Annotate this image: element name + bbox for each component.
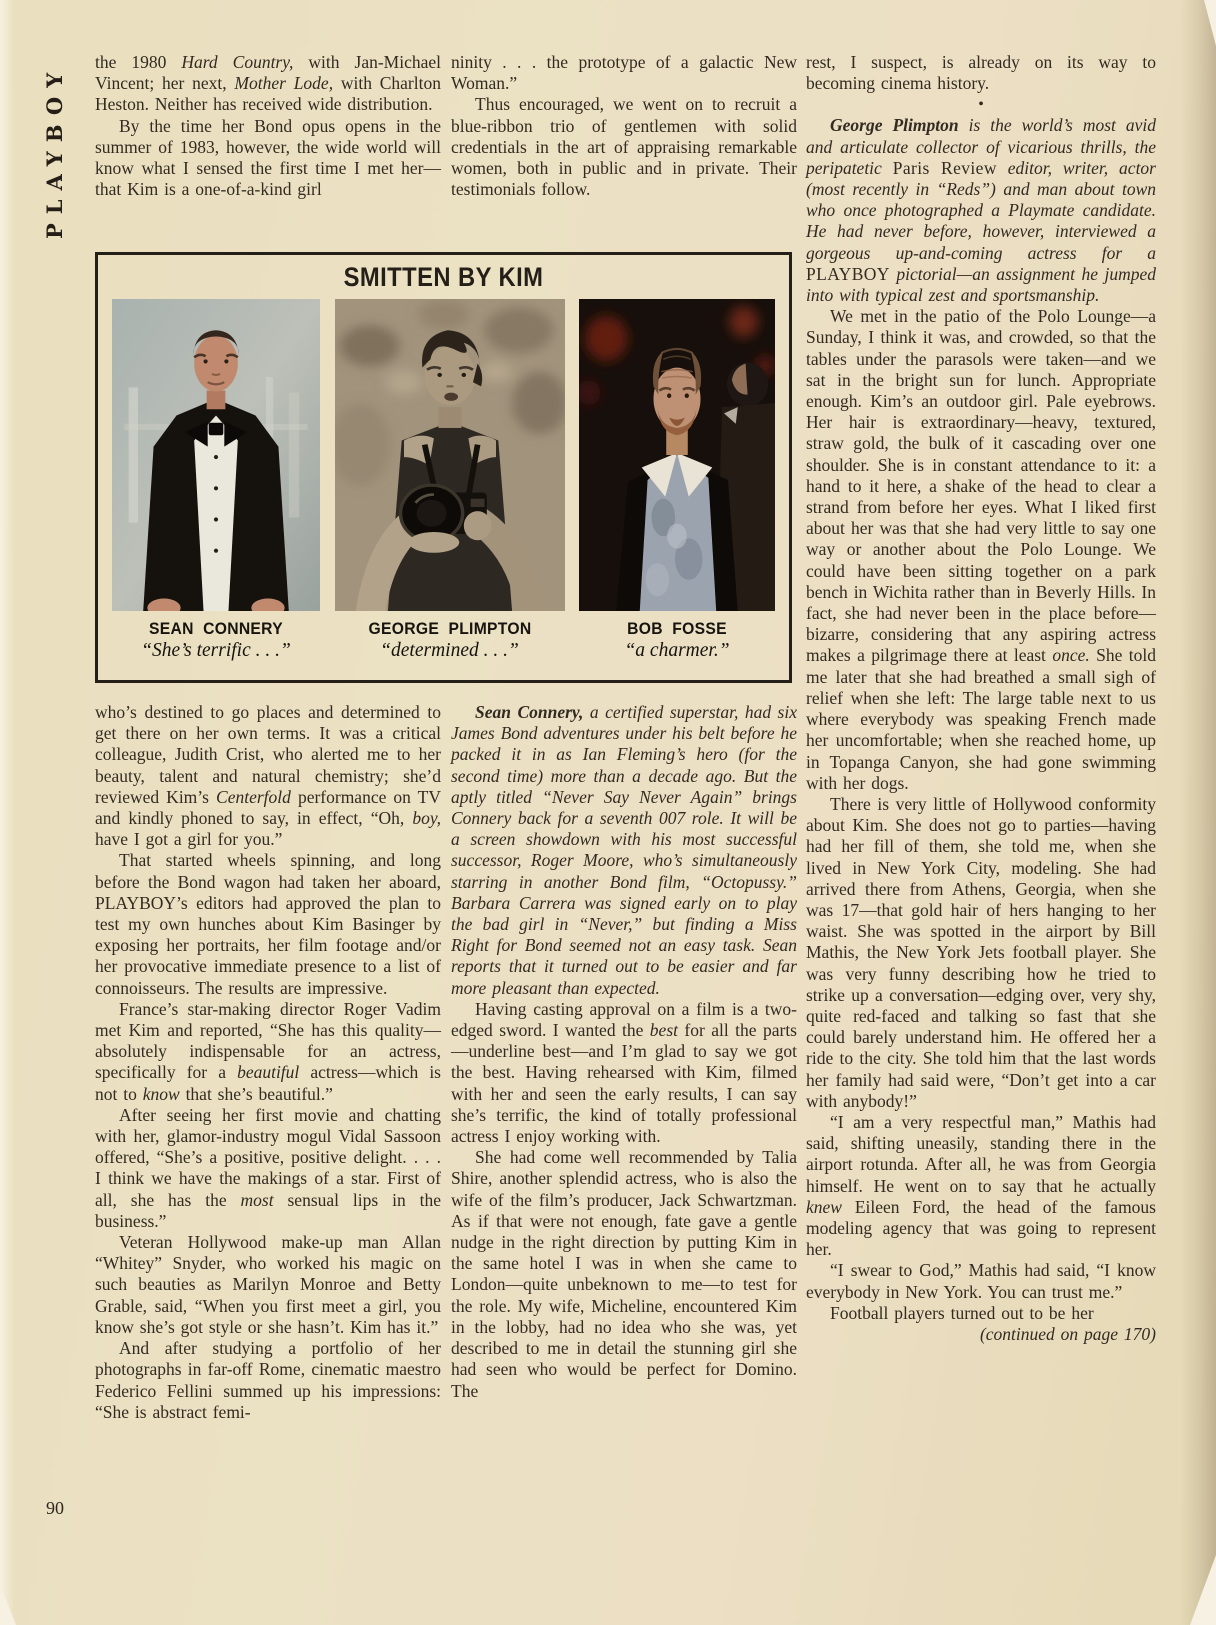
paragraph: Sean Connery, a certified superstar, had six James Bond adventures under his belt before he packed it in as Ian Fleming’s hero (for the second time) more than a decade ago. But the aptly titled “Never Say Never Again” brings Connery back for a seventh 007 role. It will be a screen showdown with his most successful successor, Roger Moore, who’s simultaneously starring in another Bond film, “Octopussy.” Barbara Carrera was signed early on to play the bad girl in “Never,” but finding a Miss Right for Bond seemed not an easy task. Sean reports that it turned out to be easier and far more pleasant than expected. bbox=[451, 702, 797, 998]
photo-feature-box bbox=[95, 252, 792, 683]
paragraph: After seeing her first movie and chatting with her, glamor-industry mogul Vidal Sassoon offered, “She’s a positive, positive delight. . . . I think we have the makings of a star. First of all, she has the most sensual lips in the business.” bbox=[95, 1104, 442, 1231]
bob-fosse-photo bbox=[579, 299, 775, 611]
column-3 bbox=[806, 52, 1156, 1345]
page-edge-left bbox=[0, 0, 14, 1625]
photo-caption-name: GEORGE PLIMPTON bbox=[368, 620, 531, 638]
column-2-bottom bbox=[451, 702, 797, 1402]
photo-caption-quote: “determined . . .” bbox=[380, 640, 519, 661]
paragraph: • bbox=[978, 96, 984, 114]
photo-row bbox=[98, 293, 789, 662]
magazine-spine-title: PLAYBOY bbox=[42, 63, 67, 239]
paragraph: And after studying a portfolio of her photographs in far-off Rome, cinematic maestro Federico Fellini summed up his impressions: “She is abstract femi- bbox=[95, 1338, 441, 1422]
paragraph: France’s star-making director Roger Vadim met Kim and reported, “She has this quality—absolutely indispensable for an actress, specifically for a beautiful actress—which is not to know that she’s beautiful.” bbox=[95, 998, 441, 1104]
paragraph: the 1980 Hard Country, with Jan-Michael Vincent; her next, Mother Lode, with Charlton Heston. Neither has received wide distribution. bbox=[95, 52, 441, 115]
photo-caption-quote: “She’s terrific . . .” bbox=[141, 640, 291, 661]
paragraph: (continued on page 170) bbox=[979, 1323, 1156, 1344]
paragraph: George Plimpton is the world’s most avid and articulate collector of vicarious thrills, the peripatetic Paris Review editor, writer, actor (most recently in “Reds”) and man about town who once photographed a Playmate candidate. He had never before, however, interviewed a gorgeous up-and-coming actress for a PLAYBOY pictorial—an assignment he jumped into with typical zest and sportsmanship. bbox=[806, 115, 1156, 306]
column-2-top bbox=[451, 52, 797, 200]
paragraph: That started wheels spinning, and long before the Bond wagon had taken her aboard, PLAYBOY’s editors had approved the plan to test my own hunches about Kim Basinger by exposing her portraits, her film footage and/or her provocative immediate presence to a list of connoisseurs. The results are impressive. bbox=[95, 850, 441, 998]
paragraph: ninity . . . the prototype of a galactic New Woman.” bbox=[451, 52, 797, 94]
page-edge-right bbox=[1180, 0, 1216, 1625]
photo-sean-connery bbox=[112, 299, 320, 662]
photo-caption-name: BOB FOSSE bbox=[627, 620, 727, 638]
column-1-top bbox=[95, 52, 441, 200]
paragraph: Thus encouraged, we went on to recruit a blue-ribbon trio of gentlemen with solid credentials in the art of appraising remarkable women, both in public and in private. Their testimonials follow. bbox=[451, 94, 797, 200]
paragraph: Veteran Hollywood make-up man Allan “Whitey” Snyder, who worked his magic on such beauties as Marilyn Monroe and Betty Grable, said, “When you first meet a girl, you know she’s got style or she hasn’t. Kim has it.” bbox=[95, 1232, 441, 1337]
sean-connery-photo bbox=[112, 299, 320, 611]
paragraph: Football players turned out to be her bbox=[830, 1302, 1094, 1323]
photo-caption-name: SEAN CONNERY bbox=[149, 620, 283, 638]
photo-box-title: SMITTEN BY KIM bbox=[343, 262, 544, 292]
paragraph: There is very little of Hollywood conformity about Kim. She does not go to parties—having had her fill of them, she told me, when she lived in New York City, modeling. She had arrived there from Athens, Georgia, when she was 17—that gold hair of hers hanging to her waist. She was spotted in the airport by Bill Mathis, the New York Jets football player. She was very funny describing how he tried to strike up a conversation—edging over, very shy, quite red-faced and talking so fast that she could barely understand him. He offered her a ride to the city. She told him that the last words her family had said were, “Don’t get into a car with anybody!” bbox=[806, 793, 1156, 1111]
photo-caption-quote: “a charmer.” bbox=[624, 640, 730, 661]
column-1-bottom bbox=[95, 702, 441, 1423]
paragraph: We met in the patio of the Polo Lounge—a Sunday, I think it was, and crowded, so that the tables under the parasols were taken—and we sat in the bright sun for lunch. Appropriate enough. Kim’s an outdoor girl. Pale eyebrows. Her hair is extraordinary—heavy, textured, straw gold, the bulk of it cascading over one shoulder. She is in constant attendance to it: a hand to it here, a shake of the head to clear a strand from before her eyes. What I liked first about her was that she had very little to say one way or another about the Polo Lounge. We could have been sitting together on a park bench in Wichita rather than in Beverly Hills. In fact, she had never been in the place before—bizarre, considering that any aspiring actress makes a pilgrimage there at least once. She told me later that she had breathed a small sigh of relief when she left: The large table next to us where everybody was speaking French made her uncomfortable; when she reached home, up in Topanga Canyon, she had gone swimming with her dogs. bbox=[806, 306, 1156, 793]
paragraph: She had come well recommended by Talia Shire, another splendid actress, who is also the wife of the film’s producer, Jack Schwartzman. As if that were not enough, fate gave a gentle nudge in the right direction by putting Kim in the same hotel I was in when she came to London—quite unbeknown to me—to test for the role. My wife, Micheline, encountered Kim in the lobby, had no idea who she was, yet described to me in detail the stunning girl she had seen who would be perfect for Domino. The bbox=[451, 1147, 797, 1401]
paragraph: Having casting approval on a film is a two-edged sword. I wanted the best for all the parts—underline best—and I’m glad to say we got the best. Having rehearsed with Kim, filmed with her and seen the early results, I can say she’s terrific, the kind of totally professional actress I enjoy working with. bbox=[451, 998, 797, 1147]
paragraph: rest, I suspect, is already on its way to becoming cinema history. bbox=[806, 52, 1156, 94]
paragraph: “I am a very respectful man,” Mathis had said, shifting uneasily, standing there in the airport rotunda. After all, he was from Georgia himself. He went on to say that he actually knew Eileen Ford, the head of the famous modeling agency that was going to represent her. bbox=[806, 1111, 1156, 1260]
photo-george-plimpton bbox=[335, 299, 565, 662]
photo-box-header bbox=[98, 262, 789, 293]
paragraph: “I swear to God,” Mathis had said, “I know everybody in New York. You can trust me.” bbox=[806, 1260, 1156, 1302]
george-plimpton-photo bbox=[335, 299, 565, 611]
photo-bob-fosse bbox=[579, 299, 775, 662]
page-number: 90 bbox=[46, 1498, 64, 1518]
paragraph: By the time her Bond opus opens in the summer of 1983, however, the wide world will know what I sensed the first time I met her—that Kim is a one-of-a-kind girl bbox=[95, 115, 441, 200]
paragraph: who’s destined to go places and determined to get there on her own terms. It was a critical colleague, Judith Crist, who alerted me to her beauty, talent and natural chemistry; she’d reviewed Kim’s Centerfold performance on TV and kindly phoned to say, in effect, “Oh, boy, have I got a girl for you.” bbox=[95, 702, 441, 850]
